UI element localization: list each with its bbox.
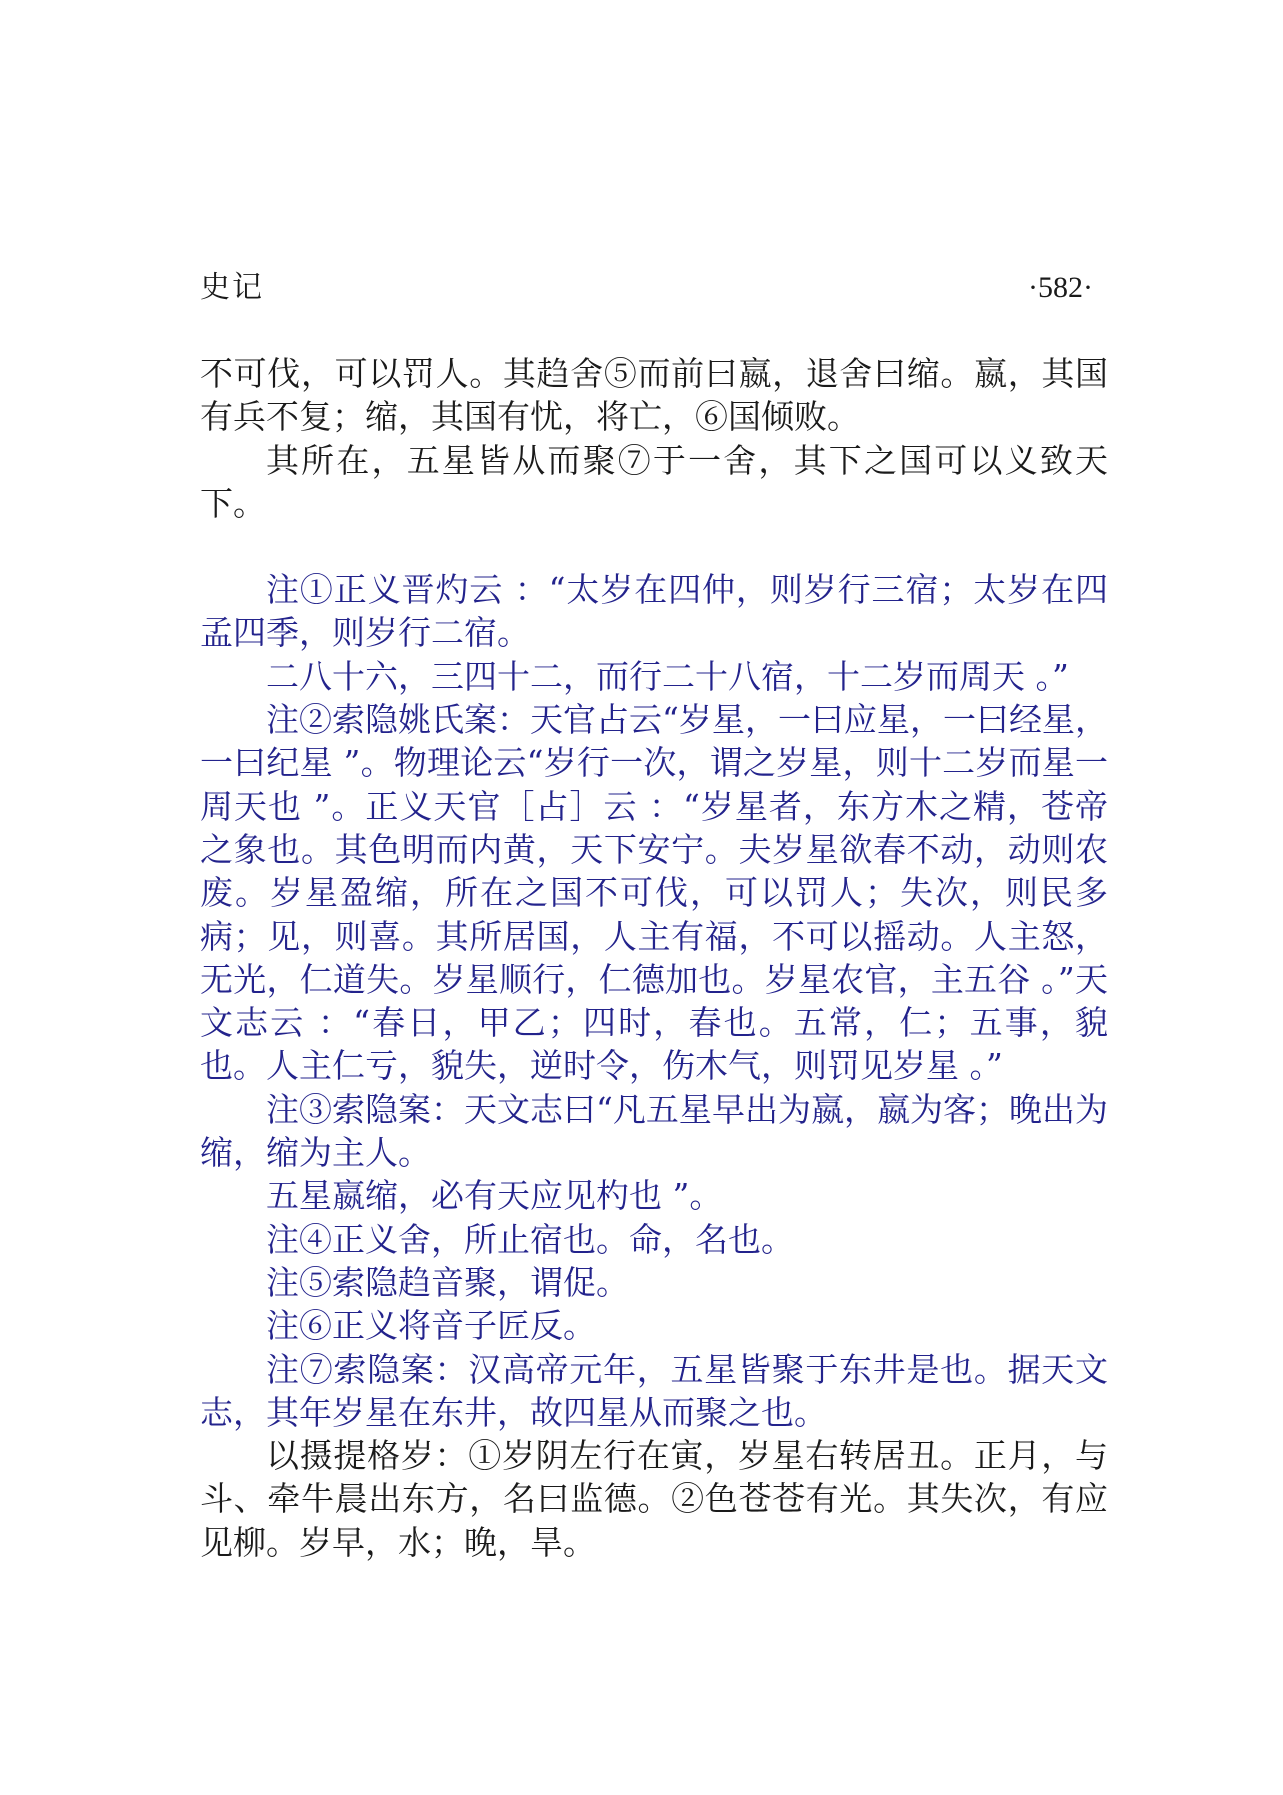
running-head [200,266,1093,310]
text-paragraph: 其所在，五星皆从而聚⑦于一舍，其下之国可以义致天下。 [200,440,1108,523]
book-title: 史记 [200,270,264,305]
section-gap [200,525,1108,568]
text-paragraph: 以摄提格岁：①岁阴左行在寅，岁星右转居丑。正月，与斗、牵牛晨出东方，名曰监德。②色苍苍有光。其失次，有应见柳。岁早，水；晚，旱。 [200,1436,1108,1562]
annotation-note-5: 注⑤索隐趋音聚，谓促。 [266,1262,629,1302]
text-paragraph: 不可伐，可以罚人。其趋舍⑤而前曰嬴，退舍曰缩。嬴，其国有兵不复；缩，其国有忧，将亡，⑥国倾败。 [200,354,1108,437]
annotation-note-3: 注③索隐案：天文志曰“凡五星早出为嬴，嬴为客；晚出为缩，缩为主人。 [200,1089,1108,1173]
annotation-note-6: 注⑥正义将音子匠反。 [266,1306,596,1346]
annotation-note-7: 注⑦索隐案：汉高帝元年，五星皆聚于东井是也。据天文志，其年岁星在东井，故四星从而聚之也。 [200,1349,1108,1432]
annotation-note-3-cont: 五星嬴缩，必有天应见杓也 ”。 [266,1176,723,1216]
annotation-note-1: 注①正义晋灼云 ：“太岁在四仲，则岁行三宿；太岁在四孟四季，则岁行二宿。 [200,570,1108,653]
annotation-note-4: 注④正义舍，所止宿也。命，名也。 [266,1219,794,1259]
annotation-note-2: 注②索隐姚氏案：天官占云“岁星，一曰应星，一曰经星，一曰纪星 ”。物理论云“岁行一次，谓之岁星，则十二岁而星一周天也 ”。正义天官［占］云 ：“岁星者，东方木之精，苍帝之象也。其色明而内黄，天下安宁。夫岁星欲春不动，动则农废。岁星盈缩，所在之国不可伐，可以罚人；失次，则民多病；见，则喜。其所居国，人主有福，不可以摇动。人主怒，无光，仁道失。岁星顺行，仁德加也。岁星农官，主五谷 。”天文志云 ：“春日，甲乙；四时，春也。五常，仁；五事，貌也。人主仁亏，貌失，逆时令，伤木气，则罚见岁星 。” [200,700,1108,1086]
annotation-note-1-cont: 二八十六，三四十二，而行二十八宿，十二岁而周天 。” [266,656,1069,696]
main-text [200,352,1108,1564]
page-number: ·582· [1028,271,1093,304]
